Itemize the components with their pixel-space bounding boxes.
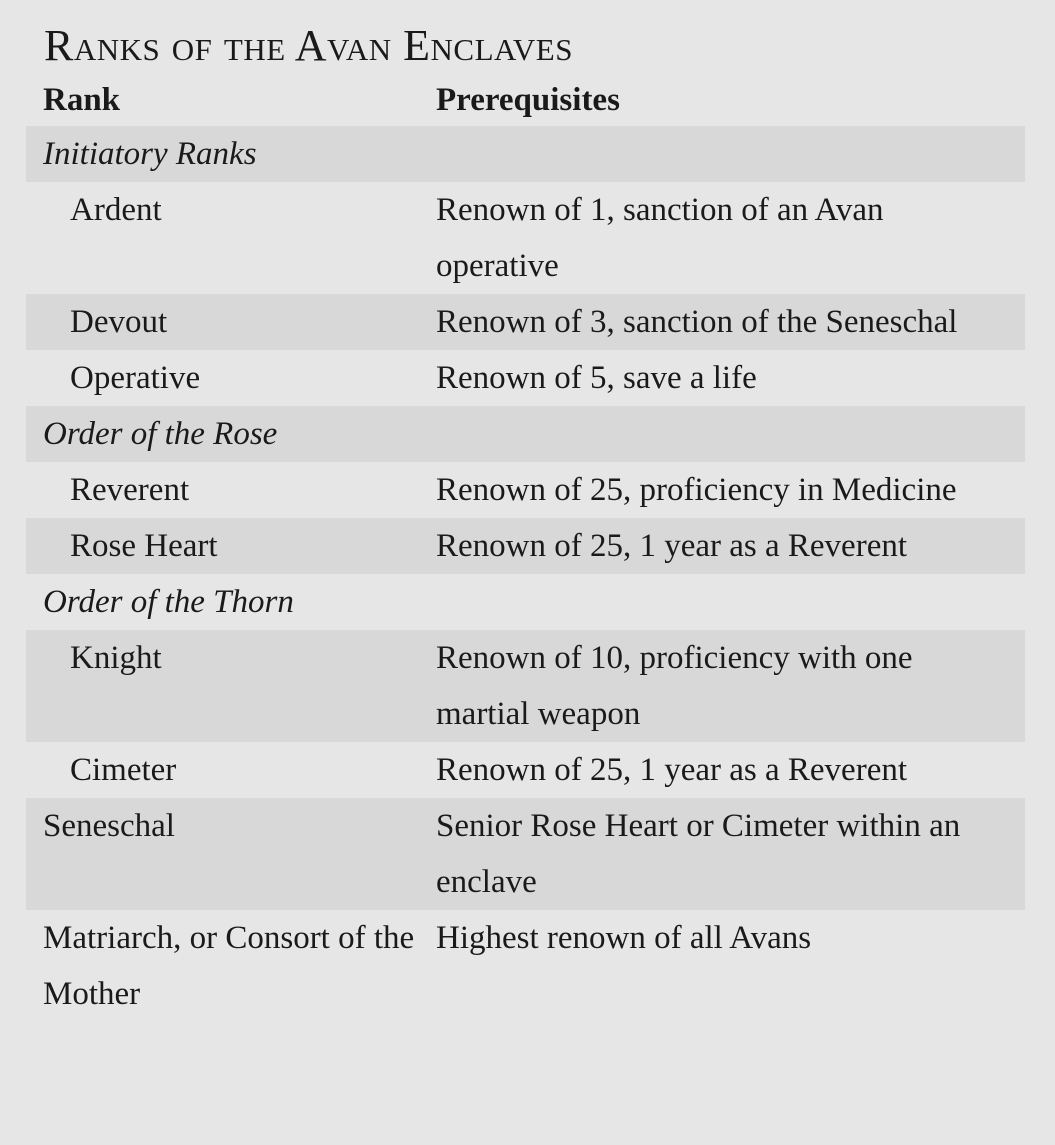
prerequisite-cell: Renown of 1, sanction of an Avan operative	[436, 192, 884, 284]
rank-cell: Devout	[70, 304, 168, 340]
group-label: Order of the Thorn	[43, 584, 294, 620]
column-header-rank: Rank	[43, 82, 121, 118]
table-row-cimeter	[26, 742, 1025, 798]
prerequisite-cell: Highest renown of all Avans	[436, 920, 812, 956]
table-row-reverent	[26, 462, 1025, 518]
table-row-operative	[26, 350, 1025, 406]
table-row-matriarch	[26, 910, 1025, 1022]
prerequisite-cell: Senior Rose Heart or Cimeter within an enclave	[436, 808, 961, 900]
group-label: Initiatory Ranks	[43, 136, 257, 172]
table-header-row	[26, 74, 1025, 126]
rank-cell: Rose Heart	[70, 528, 218, 564]
table-row-knight	[26, 630, 1025, 742]
prerequisite-cell: Renown of 25, 1 year as a Reverent	[436, 752, 908, 788]
table-row-ardent	[26, 182, 1025, 294]
rank-cell: Knight	[70, 640, 162, 676]
table-row-rose-heart	[26, 518, 1025, 574]
prerequisite-cell: Renown of 25, 1 year as a Reverent	[436, 528, 908, 564]
rank-cell: Reverent	[70, 472, 190, 508]
rank-cell: Matriarch, or Consort of the Mother	[43, 920, 415, 1012]
table-title: Ranks of the Avan Enclaves	[44, 21, 573, 70]
group-row-order-of-the-thorn	[26, 574, 1025, 630]
prerequisite-cell: Renown of 5, save a life	[436, 360, 757, 396]
group-row-initiatory-ranks	[26, 126, 1025, 182]
group-row-order-of-the-rose	[26, 406, 1025, 462]
table-row-devout	[26, 294, 1025, 350]
table-row-seneschal	[26, 798, 1025, 910]
prerequisite-cell: Renown of 10, proficiency with one martial weapon	[436, 640, 913, 732]
rank-cell: Operative	[70, 360, 201, 396]
column-header-prerequisites: Prerequisites	[436, 82, 620, 118]
rank-cell: Ardent	[70, 192, 162, 228]
prerequisite-cell: Renown of 3, sanction of the Seneschal	[436, 304, 958, 340]
ranks-table	[26, 74, 1025, 1022]
group-label: Order of the Rose	[43, 416, 278, 452]
rank-cell: Seneschal	[43, 808, 175, 844]
prerequisite-cell: Renown of 25, proficiency in Medicine	[436, 472, 957, 508]
rank-cell: Cimeter	[70, 752, 177, 788]
